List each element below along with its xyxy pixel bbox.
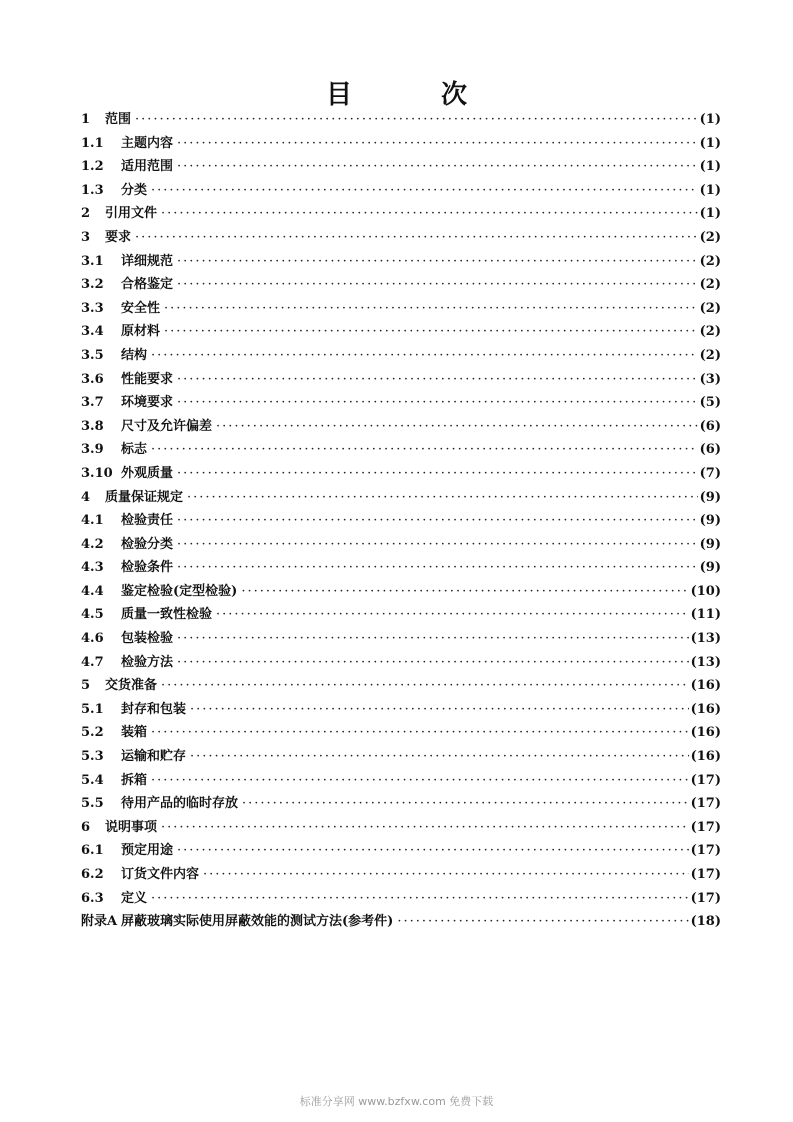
- toc-entry-number: 3.2: [81, 277, 104, 293]
- toc-entry-page: (17): [690, 843, 721, 859]
- toc-entry-page: (1): [699, 182, 721, 198]
- toc-leader-dots: [177, 132, 698, 156]
- toc-entry-page: (1): [699, 159, 721, 175]
- toc-entry-number: 3.6: [81, 371, 104, 387]
- toc-entry-label: 质量一致性检验: [121, 607, 213, 623]
- toc-entry-number: 1.3: [81, 182, 104, 198]
- toc-entry-label: 范围: [105, 112, 132, 127]
- toc-entry-page: (3): [699, 371, 721, 387]
- toc-entry-number: 3.7: [81, 395, 104, 411]
- toc-leader-dots: [242, 792, 689, 816]
- toc-entry-label: 尺寸及允许偏差: [121, 418, 213, 434]
- toc-entry: [81, 745, 721, 769]
- toc-entry-page: (10): [690, 583, 721, 599]
- toc-entry-label: 装箱: [121, 725, 148, 741]
- toc-leader-dots: [177, 839, 689, 863]
- toc-entry-label: 结构: [121, 347, 148, 363]
- toc-entry-number: 3.4: [81, 324, 104, 340]
- toc-leader-dots: [161, 202, 698, 226]
- toc-entry: [81, 627, 721, 651]
- toc-entry-label: 环境要求: [121, 395, 174, 411]
- toc-entry-page: (16): [690, 678, 721, 694]
- toc-entry-label: 安全性: [121, 300, 161, 316]
- toc-entry-number: 4.5: [81, 607, 104, 623]
- toc-leader-dots: [177, 651, 689, 675]
- toc-entry-page: (13): [690, 631, 721, 647]
- toc-entry-number: 4.7: [81, 654, 104, 670]
- toc-leader-dots: [177, 155, 698, 179]
- toc-entry: [81, 155, 721, 179]
- toc-entry-page: (17): [690, 867, 721, 882]
- toc-entry: [81, 533, 721, 557]
- toc-entry-number: 4.6: [81, 631, 104, 647]
- toc-leader-dots: [151, 721, 689, 745]
- toc-entry-page: (2): [699, 324, 721, 340]
- toc-entry-number: 3.1: [81, 253, 104, 269]
- toc-entry-number: 5.1: [81, 701, 104, 717]
- toc-entry-page: (16): [690, 701, 721, 717]
- toc-entry-page: (17): [690, 772, 721, 788]
- toc-entry: [81, 108, 721, 132]
- toc-entry-number: 6: [81, 819, 91, 835]
- toc-leader-dots: [203, 863, 689, 887]
- toc-entry-page: (13): [690, 654, 721, 670]
- toc-entry-label: 预定用途: [121, 843, 174, 859]
- toc-entry-label: 检验条件: [121, 560, 174, 576]
- toc-entry: [81, 368, 721, 392]
- toc-entry-page: (6): [699, 442, 721, 458]
- toc-entry-number: 5: [81, 678, 91, 694]
- toc-entry-label: 合格鉴定: [121, 277, 174, 293]
- toc-leader-dots: [241, 580, 688, 604]
- toc-entry-number: 5.4: [81, 772, 104, 788]
- toc-entry-label: 外观质量: [121, 465, 174, 481]
- toc-entry-page: (5): [699, 395, 721, 411]
- toc-leader-dots: [216, 415, 698, 439]
- toc-entry-label: 封存和包装: [121, 701, 187, 717]
- toc-entry-number: 6.3: [81, 890, 104, 906]
- toc-leader-dots: [151, 438, 698, 462]
- toc-entry-label: 检验责任: [121, 513, 174, 529]
- toc-leader-dots: [135, 226, 698, 250]
- toc-entry: [81, 839, 721, 863]
- toc-entry: [81, 792, 721, 816]
- toc-entry: [81, 297, 721, 321]
- toc-entry-number: 5.3: [81, 749, 104, 765]
- toc-entry: [81, 226, 721, 250]
- toc-entry-page: (1): [699, 112, 721, 127]
- toc-entry-number: 3: [81, 229, 91, 245]
- toc-entry-number: 2: [81, 206, 91, 222]
- toc-entry-label: 质量保证规定: [105, 489, 184, 505]
- toc-entry-number: 4.2: [81, 536, 104, 552]
- toc-leader-dots: [177, 556, 698, 580]
- toc-entry: [81, 320, 721, 344]
- toc-entry-label: 包装检验: [121, 631, 174, 647]
- toc-entry: [81, 769, 721, 793]
- toc-entry-number: 3.9: [81, 442, 104, 458]
- toc-entry-label: 交货准备: [105, 678, 158, 694]
- toc-leader-dots: [397, 910, 688, 934]
- toc-entry-number: 4.4: [81, 583, 104, 599]
- toc-entry-label: 检验分类: [121, 536, 174, 552]
- toc-entry-label: 拆箱: [121, 772, 148, 788]
- toc-entry-label: 标志: [121, 442, 148, 458]
- toc-entry: [81, 580, 721, 604]
- toc-entry-page: (17): [690, 890, 721, 906]
- toc-entry-label: 屏蔽玻璃实际使用屏蔽效能的测试方法(参考件): [121, 914, 394, 930]
- toc-entry: [81, 202, 721, 226]
- toc-entry-page: (16): [690, 725, 721, 741]
- toc-entry-page: (2): [699, 347, 721, 363]
- toc-entry: [81, 391, 721, 415]
- toc-entry: [81, 674, 721, 698]
- toc-entry-number: 3.5: [81, 347, 104, 363]
- toc-leader-dots: [177, 533, 698, 557]
- toc-entry-number: 6.2: [81, 867, 104, 882]
- toc-entry: [81, 721, 721, 745]
- toc-leader-dots: [151, 769, 689, 793]
- toc-entry: [81, 509, 721, 533]
- toc-entry-label: 主题内容: [121, 135, 174, 151]
- toc-entry-label: 引用文件: [105, 206, 158, 222]
- toc-entry-page: (9): [699, 536, 721, 552]
- toc-entry: [81, 887, 721, 911]
- toc-entry-number: 4: [81, 489, 91, 505]
- toc-entry: [81, 438, 721, 462]
- watermark-footer: 标准分享网 www.bzfxw.com 免费下载: [299, 1095, 494, 1108]
- toc-entry-page: (2): [699, 253, 721, 269]
- toc-entry: [81, 556, 721, 580]
- toc-leader-dots: [177, 391, 698, 415]
- toc-entry-page: (9): [699, 513, 721, 529]
- toc-entry-label: 定义: [121, 890, 148, 906]
- toc-entry-page: (9): [699, 560, 721, 576]
- toc-leader-dots: [151, 887, 689, 911]
- toc-leader-dots: [177, 462, 698, 486]
- toc-entry-number: 4.1: [81, 513, 104, 529]
- toc-entry-number: 1.2: [81, 159, 104, 175]
- toc-entry-page: (2): [699, 229, 721, 245]
- toc-leader-dots: [161, 816, 689, 840]
- toc-entry: [81, 462, 721, 486]
- toc-entry-number: 5.2: [81, 725, 104, 741]
- toc-entry-page: (16): [690, 749, 721, 765]
- toc-leader-dots: [151, 344, 698, 368]
- page-title: 目 次: [325, 80, 508, 110]
- toc-entry: [81, 179, 721, 203]
- toc-entry: [81, 863, 721, 887]
- toc-entry-page: (1): [699, 135, 721, 151]
- toc-leader-dots: [164, 320, 698, 344]
- toc-entry: [81, 132, 721, 156]
- toc-leader-dots: [177, 627, 689, 651]
- toc-entry-page: (18): [690, 914, 721, 930]
- toc-entry-label: 待用产品的临时存放: [121, 796, 239, 812]
- toc-leader-dots: [187, 486, 698, 510]
- table-of-contents: [81, 108, 721, 934]
- toc-entry: [81, 651, 721, 675]
- toc-entry-number: 附录A: [81, 914, 118, 930]
- toc-entry-label: 要求: [105, 229, 132, 245]
- toc-entry: [81, 816, 721, 840]
- toc-entry-label: 分类: [121, 182, 148, 198]
- toc-entry-number: 4.3: [81, 560, 104, 576]
- toc-entry-number: 3.8: [81, 418, 104, 434]
- toc-entry-label: 检验方法: [121, 654, 174, 670]
- toc-entry-number: 3.10: [81, 465, 113, 481]
- toc-entry-label: 详细规范: [121, 253, 174, 269]
- toc-leader-dots: [177, 273, 698, 297]
- toc-entry-page: (6): [699, 418, 721, 434]
- toc-entry: [81, 603, 721, 627]
- toc-entry-page: (2): [699, 277, 721, 293]
- toc-entry-page: (9): [699, 489, 721, 505]
- toc-entry: [81, 698, 721, 722]
- toc-entry-label: 适用范围: [121, 159, 174, 175]
- toc-entry: [81, 344, 721, 368]
- toc-entry: [81, 415, 721, 439]
- toc-entry-page: (17): [690, 819, 721, 835]
- toc-leader-dots: [164, 297, 698, 321]
- toc-entry-number: 6.1: [81, 843, 104, 859]
- toc-entry: [81, 486, 721, 510]
- toc-leader-dots: [190, 745, 689, 769]
- toc-entry-label: 运输和贮存: [121, 749, 187, 765]
- toc-entry-label: 订货文件内容: [121, 867, 200, 882]
- toc-leader-dots: [151, 179, 698, 203]
- toc-entry-number: 1: [81, 112, 91, 127]
- toc-entry-page: (1): [699, 206, 721, 222]
- toc-entry-page: (17): [690, 796, 721, 812]
- toc-entry-page: (2): [699, 300, 721, 316]
- toc-leader-dots: [190, 698, 689, 722]
- toc-entry-number: 5.5: [81, 796, 104, 812]
- toc-entry-page: (11): [690, 607, 721, 623]
- toc-entry-label: 性能要求: [121, 371, 174, 387]
- toc-entry: [81, 250, 721, 274]
- toc-leader-dots: [177, 250, 698, 274]
- toc-entry-label: 鉴定检验(定型检验): [121, 583, 238, 599]
- toc-leader-dots: [216, 603, 689, 627]
- toc-leader-dots: [161, 674, 689, 698]
- toc-entry: [81, 273, 721, 297]
- toc-entry-page: (7): [699, 465, 721, 481]
- toc-entry-label: 原材料: [121, 324, 161, 340]
- toc-leader-dots: [177, 368, 698, 392]
- toc-entry-number: 1.1: [81, 135, 104, 151]
- toc-entry: [81, 910, 721, 934]
- toc-leader-dots: [177, 509, 698, 533]
- toc-leader-dots: [135, 108, 698, 132]
- toc-entry-label: 说明事项: [105, 819, 158, 835]
- toc-entry-number: 3.3: [81, 300, 104, 316]
